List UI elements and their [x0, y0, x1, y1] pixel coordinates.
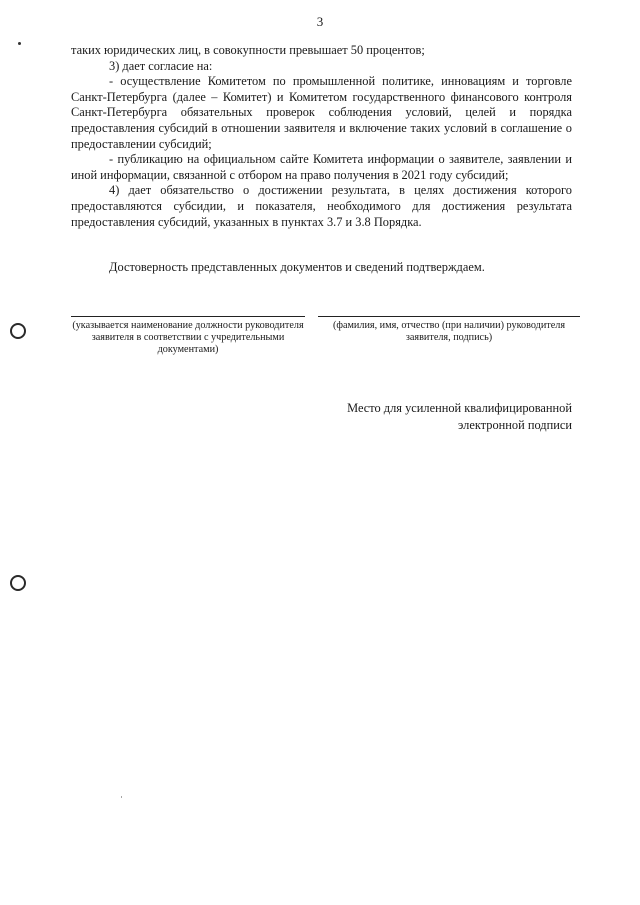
electronic-signature-placeholder: [312, 400, 572, 433]
scan-speck: [18, 42, 21, 45]
scan-speck: [121, 796, 122, 798]
paragraph-consent-publication: - публикацию на официальном сайте Комитета информации о заявителе, заявлении и иной информации, связанной с отбором на право получения в 2021 году субсидий;: [71, 152, 572, 182]
body-text: [71, 43, 572, 230]
esign-line-2: электронной подписи: [458, 417, 572, 432]
signature-caption-name: (фамилия, имя, отчество (при наличии) руководителя заявителя, подпись): [332, 320, 566, 344]
certification-statement: Достоверность представленных документов и сведений подтверждаем.: [109, 260, 485, 274]
paragraph-continuation: таких юридических лиц, в совокупности превышает 50 процентов;: [71, 43, 425, 57]
paragraph-obligation: 4) дает обязательство о достижении результата, в целях достижения которого предоставляются субсидии, и показателя, необходимого для достижения результата предоставления субсидий, указанных в пунктах 3.7 и 3.8 Порядка.: [71, 183, 572, 229]
signature-caption-position: (указывается наименование должности руководителя заявителя в соответствии с учредительными документами): [72, 320, 304, 356]
paragraph-consent-inspections: - осуществление Комитетом по промышленной политике, инновациям и торговле Санкт-Петербурга (далее – Комитет) и Комитетом государственного финансового контроля Санкт-Петербурга обязательных проверок соблюдения условий, целей и порядка предоставления субсидий в отношении заявителя и включение таких условий в соглашение о предоставлении субсидий;: [71, 74, 572, 151]
punch-hole-icon: [10, 323, 26, 339]
page-number: 3: [316, 14, 324, 29]
punch-hole-icon: [10, 575, 26, 591]
esign-line-1: Место для усиленной квалифицированной: [347, 401, 572, 415]
signature-line-position: [71, 316, 305, 317]
signature-line-name: [318, 316, 580, 317]
paragraph-consent-heading: 3) дает согласие на:: [109, 58, 213, 73]
